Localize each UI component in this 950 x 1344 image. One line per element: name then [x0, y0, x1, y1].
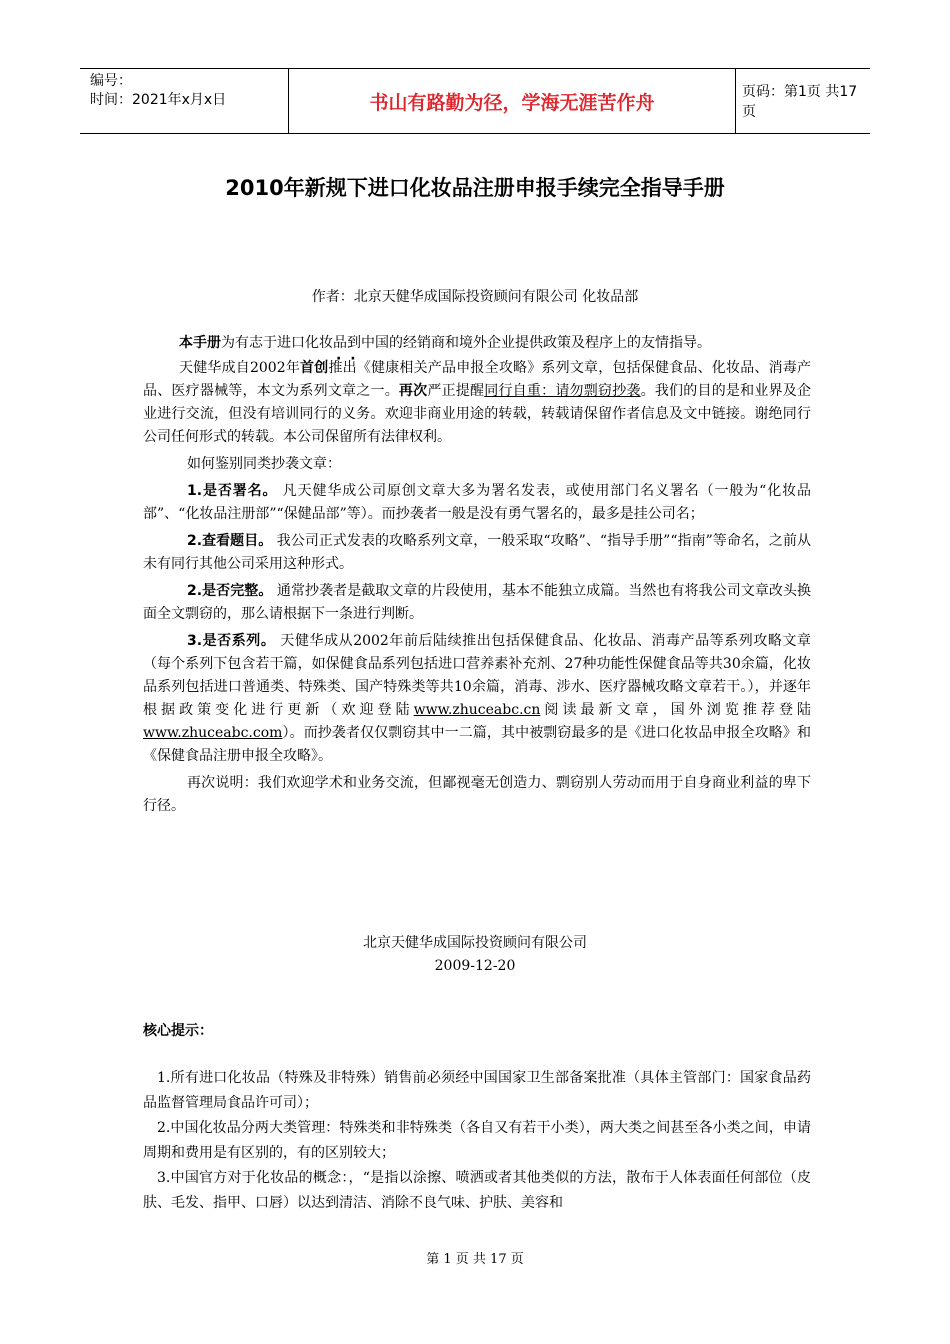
signature-company: 北京天健华成国际投资顾问有限公司 [363, 935, 587, 951]
core-tip-2: 2.中国化妆品分两大类管理：特殊类和非特殊类（各自又有若干小类），两大类之间甚至各小类之间，申请周期和费用是有区别的，有的区别较大； [143, 1120, 811, 1161]
header-page-number: 页码：第1页 共17页 [742, 84, 858, 120]
signature-date: 2009-12-20 [434, 958, 516, 974]
intro-section [143, 332, 811, 818]
page-header [80, 68, 870, 134]
core-tips-list [143, 1066, 811, 1216]
header-meta [80, 69, 288, 133]
intro-paragraph-2 [143, 357, 811, 449]
intro-lead-bold: 本手册 [179, 335, 221, 351]
check-item-4-text-a: 天健华成从2002年前后陆续推出包括保健食品、化妆品、消毒产品等系列攻略文章（每个系列下包含若干篇，如保健食品系列包括进口营养素补充剂、27种功能性保健食品等共30余篇，化妆品系列包括进口普通类、特殊类、国产特殊类等共10余篇，消毒、涉水、医疗器械攻略文章若干。），并逐年根据政策变化进行更新（欢迎登陆 [143, 633, 811, 718]
check-item-4 [143, 630, 811, 768]
document-number: 编号： [90, 73, 132, 89]
check-item-4-text-b: 阅读最新文章，国外浏览推荐登陆 [540, 702, 812, 718]
link-zhuceabc-cn[interactable]: www.zhuceabc.cn [413, 702, 541, 718]
emphasis-first: 首 [300, 360, 315, 376]
check-item-1 [143, 480, 811, 526]
check-item-1-text: 凡天健华成公司原创文章大多为署名发表，或使用部门名义署名（一般为“化妆品部”、“化妆品注册部”“保健品部”等）。而抄袭者一般是没有勇气署名的，最多是挂公司名； [143, 483, 812, 522]
check-item-2-text: 我公司正式发表的攻略系列文章，一般采取“攻略”、“指导手册”“指南”等命名，之前从未有同行其他公司采用这种形式。 [143, 533, 811, 572]
check-item-3-title: 2.是否完整。 [187, 583, 273, 599]
document-time: 时间：2021年x月x日 [90, 92, 227, 108]
check-item-1-title: 1.是否署名。 [187, 483, 278, 499]
closing-statement: 再次说明：我们欢迎学术和业务交流，但鄙视毫无创造力、剽窃别人劳动而用于自身商业利益的卑下行径。 [143, 775, 811, 814]
intro-p2-c: 严正提醒 [427, 383, 485, 399]
document-title: 2010年新规下进口化妆品注册申报手续完全指导手册 [225, 176, 725, 200]
check-item-2 [143, 530, 811, 576]
intro-lead-rest: 为有志于进口化妆品到中国的经销商和境外企业提供政策及程序上的友情指导。 [221, 335, 711, 351]
intro-paragraph-1 [143, 332, 811, 355]
check-item-2-title: 2.查看题目。 [187, 533, 273, 549]
check-item-4-title: 3.是否系列。 [187, 633, 276, 649]
core-tip-1: 1.所有进口化妆品（特殊及非特殊）销售前必须经中国国家卫生部备案批准（具体主管部门：国家食品药品监督管理局食品许可司）； [143, 1070, 811, 1111]
check-item-3 [143, 580, 811, 626]
core-tips-heading: 核心提示： [143, 1023, 213, 1039]
header-motto: 书山有路勤为径，学海无涯苦作舟 [288, 69, 736, 133]
author-line: 作者：北京天健华成国际投资顾问有限公司 化妆品部 [311, 289, 639, 305]
emphasis-create: 创 [314, 360, 329, 376]
check-item-3-text: 通常抄袭者是截取文章的片段使用，基本不能独立成篇。当然也有将我公司文章改头换面全文剽窃的，那么请根据下一条进行判断。 [143, 583, 811, 622]
core-tip-3: 3.中国官方对于化妆品的概念：，“是指以涂擦、喷洒或者其他类似的方法，散布于人体表面任何部位（皮肤、毛发、指甲、口唇）以达到清洁、消除不良气味、护肤、美容和 [143, 1170, 811, 1211]
intro-p2-a: 天健华成自2002年 [179, 360, 301, 376]
intro-p2-b: 推出《健康相关产品申报全攻略》系列文章，包括保健食品、化妆品、消毒产品、医疗器械等，本文为系列文章之一。 [143, 360, 812, 399]
check-item-4-text-c: ）。而抄袭者仅仅剽窃其中一二篇，其中被剽窃最多的是《进口化妆品申报全攻略》和《保健食品注册申报全攻略》。 [143, 725, 811, 764]
link-zhuceabc-com[interactable]: www.zhuceabc.com [143, 725, 283, 741]
page-footer: 第 1 页 共 17 页 [426, 1252, 524, 1267]
warning-underlined: 同行自重：请勿剽窃抄袭 [484, 383, 641, 399]
emphasis-again: 再次 [398, 383, 428, 399]
identify-heading: 如何鉴别同类抄袭文章： [187, 456, 341, 472]
intro-p2-d: 。我们的目的是和业界及企业进行交流，但没有培训同行的义务。欢迎非商业用途的转载，转载请保留作者信息及文中链接。谢绝同行公司任何形式的转载。本公司保留所有法律权利。 [143, 383, 812, 445]
